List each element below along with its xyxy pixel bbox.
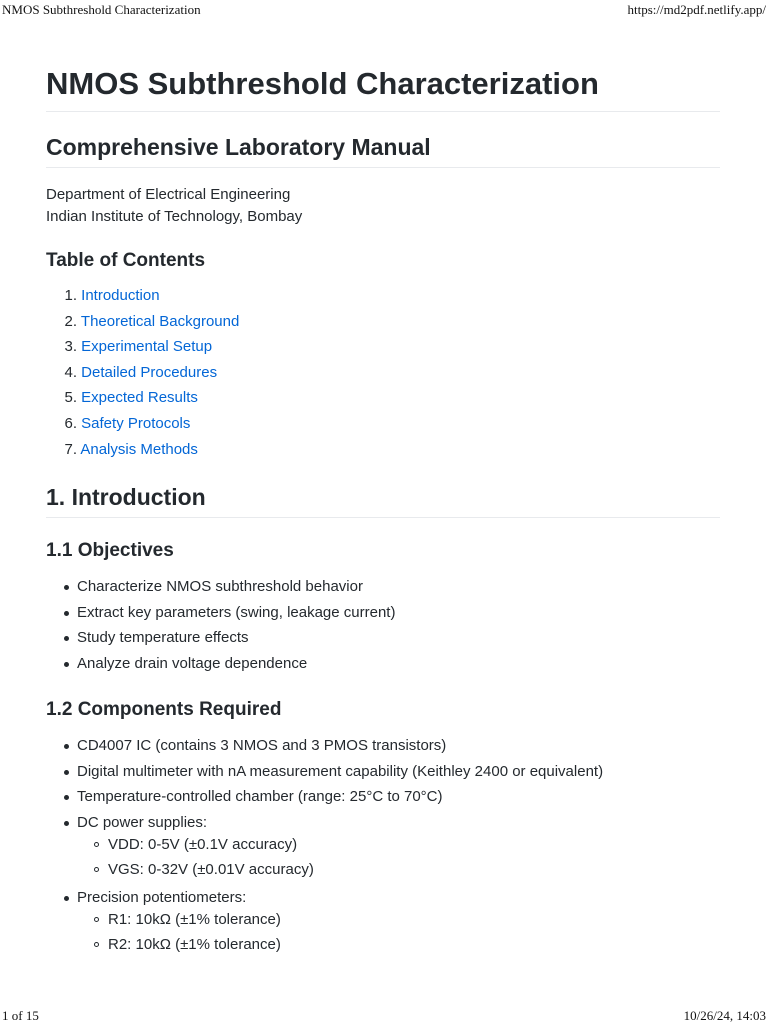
toc-link-detailed-procedures[interactable]: Detailed Procedures (81, 363, 218, 381)
list-item-text: Characterize NMOS subthreshold behavior (77, 578, 363, 595)
toc-item-number: 5. (64, 389, 77, 407)
bullet-icon (64, 636, 69, 641)
toc-item (46, 336, 239, 362)
sublist-item (46, 834, 603, 859)
document-subtitle: Comprehensive Laboratory Manual (46, 131, 720, 168)
toc-link-experimental-setup[interactable]: Experimental Setup (81, 338, 213, 356)
department-block (46, 184, 302, 227)
toc-item (46, 413, 239, 439)
toc-link-expected-results[interactable]: Expected Results (81, 389, 198, 407)
toc-item-number: 2. (64, 312, 77, 330)
toc-item-number: 1. (64, 287, 77, 304)
toc-item (46, 285, 239, 311)
bullet-icon (64, 744, 69, 749)
circle-bullet-icon (94, 867, 99, 872)
power-supplies-sublist (77, 834, 603, 884)
print-header-title: NMOS Subthreshold Characterization (2, 2, 201, 17)
sublist-item-text: R1: 10kΩ (±1% tolerance) (108, 910, 281, 928)
list-item-text: CD4007 IC (contains 3 NMOS and 3 PMOS transistors) (77, 737, 447, 754)
list-item (46, 602, 395, 628)
bullet-icon (64, 795, 69, 800)
toc-item (46, 387, 239, 413)
toc-link-theoretical-background[interactable]: Theoretical Background (80, 312, 240, 330)
print-header-url: https://md2pdf.netlify.app/ (627, 2, 766, 17)
bullet-icon (64, 821, 69, 826)
bullet-icon (64, 585, 69, 590)
bullet-icon (64, 611, 69, 616)
circle-bullet-icon (94, 917, 99, 922)
circle-bullet-icon (94, 842, 99, 847)
bullet-icon (64, 770, 69, 775)
list-item (46, 786, 603, 812)
list-item-text: Precision potentiometers: (77, 888, 247, 906)
toc-item-number: 7. (64, 440, 77, 458)
list-item-text: DC power supplies: (77, 813, 208, 831)
list-item-text: Temperature-controlled chamber (range: 25°C to 70°C) (77, 788, 443, 806)
objectives-heading: 1.1 Objectives (46, 540, 174, 561)
circle-bullet-icon (94, 942, 99, 947)
toc-item (46, 311, 239, 337)
print-footer (0, 1008, 768, 1026)
bullet-icon (64, 896, 69, 901)
components-list (46, 735, 603, 959)
list-item (46, 653, 395, 679)
print-datetime: 10/26/24, 14:03 (683, 1008, 766, 1023)
list-item-text: Study temperature effects (77, 629, 249, 647)
toc-item-number: 3. (64, 338, 77, 356)
list-item (46, 761, 603, 787)
toc-heading: Table of Contents (46, 250, 206, 271)
toc-item (46, 362, 239, 388)
list-item-text: Extract key parameters (swing, leakage current) (77, 603, 396, 621)
sublist-item-text: VGS: 0-32V (±0.01V accuracy) (108, 860, 314, 878)
page-number: 1 of 15 (2, 1008, 39, 1023)
toc-link-analysis-methods[interactable]: Analysis Methods (80, 440, 198, 458)
department-line: Department of Electrical Engineering (46, 186, 291, 203)
toc-item-number: 6. (64, 414, 77, 432)
objectives-list (46, 576, 395, 678)
toc-link-introduction[interactable]: Introduction (81, 287, 160, 304)
list-item-text: Digital multimeter with nA measurement capability (Keithley 2400 or equivalent) (77, 762, 604, 780)
list-item (46, 812, 603, 887)
print-header (0, 2, 768, 20)
table-of-contents (46, 285, 239, 464)
list-item (46, 576, 395, 602)
list-item (46, 887, 603, 959)
sublist-item (46, 909, 603, 934)
list-item (46, 627, 395, 653)
potentiometers-sublist (77, 909, 603, 959)
bullet-icon (64, 662, 69, 667)
document-title: NMOS Subthreshold Characterization (46, 64, 720, 112)
institute-line: Indian Institute of Technology, Bombay (46, 207, 303, 225)
sublist-item-text: R2: 10kΩ (±1% tolerance) (108, 935, 281, 953)
components-heading: 1.2 Components Required (46, 699, 282, 720)
toc-link-safety-protocols[interactable]: Safety Protocols (81, 414, 191, 432)
sublist-item (46, 859, 603, 884)
list-item-text: Analyze drain voltage dependence (77, 654, 308, 672)
toc-item (46, 439, 239, 465)
sublist-item (46, 934, 603, 959)
list-item (46, 735, 603, 761)
sublist-item-text: VDD: 0-5V (±0.1V accuracy) (108, 835, 298, 853)
section-heading-introduction: 1. Introduction (46, 481, 720, 518)
toc-item-number: 4. (64, 363, 77, 381)
